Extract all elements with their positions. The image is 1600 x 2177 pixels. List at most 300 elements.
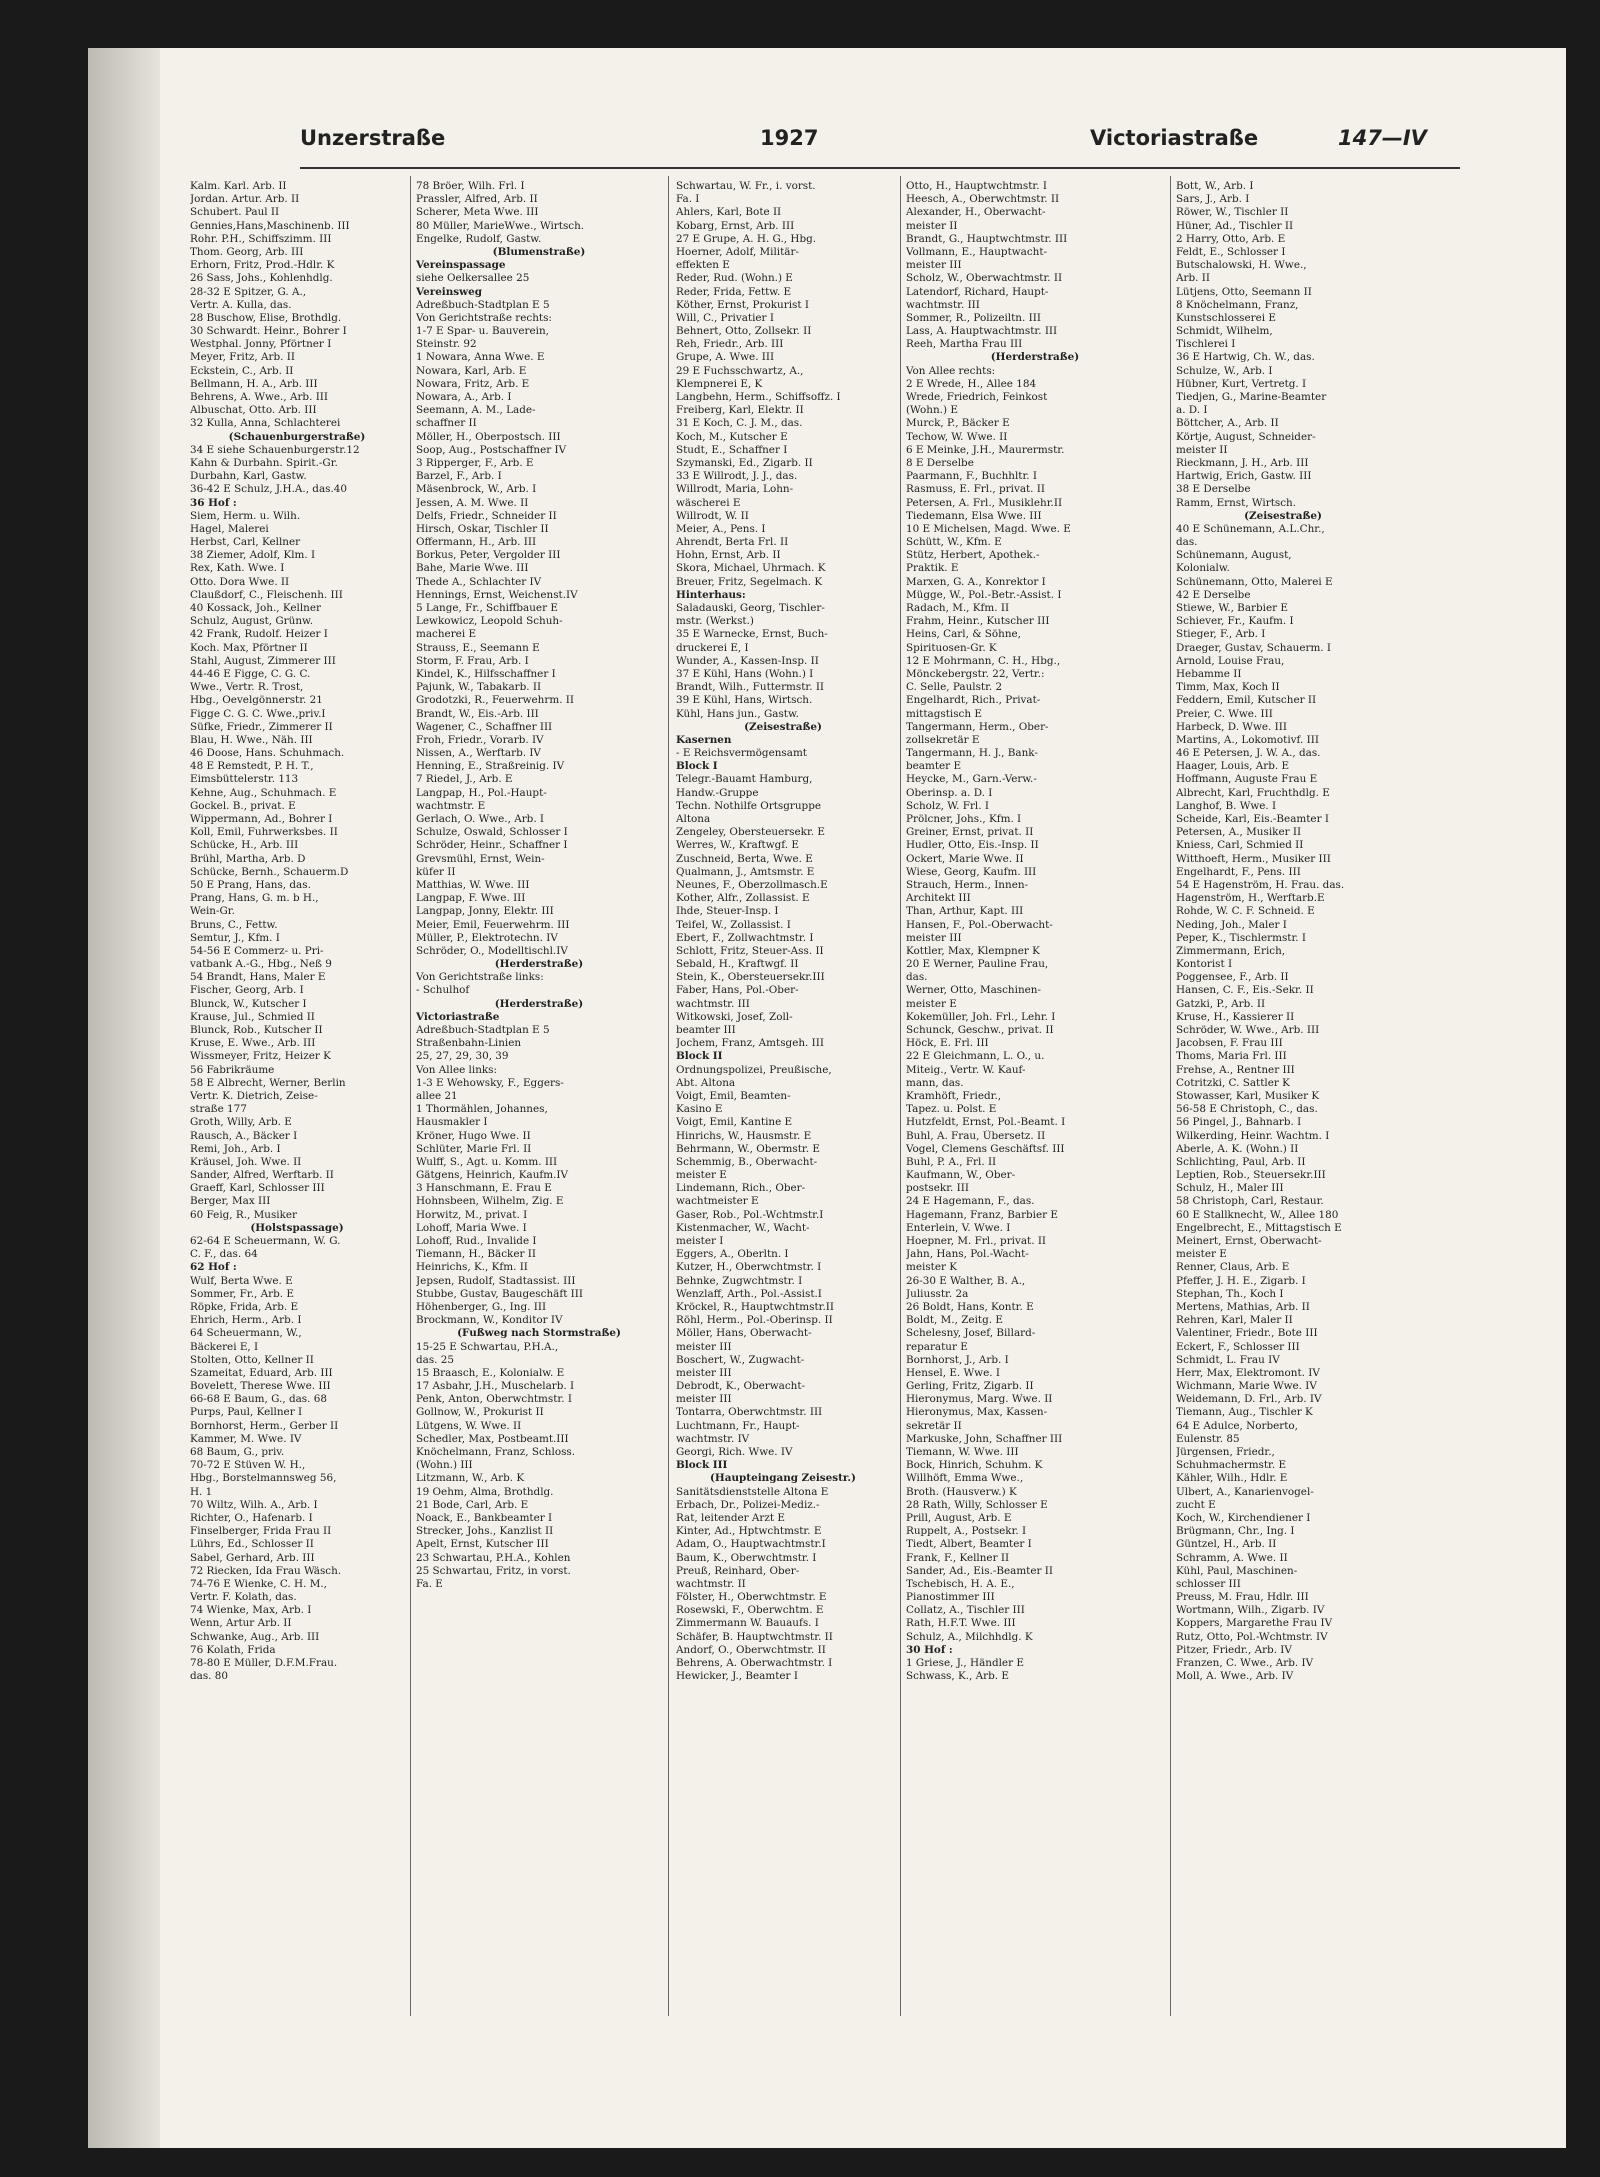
directory-entry: Lohoff, Rud., Invalide I: [416, 1235, 537, 1247]
directory-entry: Prill, August, Arb. E: [906, 1511, 1012, 1524]
directory-entry: Lührs, Ed., Schlosser II: [190, 1538, 314, 1551]
directory-entry: Stowasser, Karl, Musiker K: [1176, 1089, 1320, 1102]
directory-entry: Behrens, A. Oberwachtmstr. I: [676, 1657, 833, 1669]
directory-entry: Witkowski, Josef, Zoll-: [676, 1010, 793, 1023]
directory-entry: (Holstspassage): [250, 1221, 344, 1234]
directory-entry: Ulbert, A., Kanarienvogel-: [1176, 1485, 1314, 1498]
directory-entry: 54 E Hagenström, H. Frau. das.: [1176, 878, 1345, 891]
directory-entry: Koch, W., Kirchendiener I: [1176, 1511, 1311, 1524]
directory-entry: Neunes, F., Oberzollmasch.E: [676, 878, 828, 891]
directory-entry: Praktik. E: [906, 562, 959, 575]
directory-entry: Telegr.-Bauamt Hamburg,: [676, 773, 813, 786]
directory-entry: Bornhorst, J., Arb. I: [906, 1353, 1009, 1366]
directory-entry: Wrede, Friedrich, Feinkost: [906, 391, 1048, 403]
directory-entry: allee 21: [416, 1089, 458, 1102]
directory-entry: Stolten, Otto, Kellner II: [190, 1353, 314, 1366]
directory-entry: mann, das.: [906, 1076, 964, 1089]
directory-entry: Architekt III: [906, 892, 971, 905]
directory-entry: Frahm, Heinr., Kutscher III: [906, 615, 1050, 628]
directory-entry: 58 E Albrecht, Werner, Berlin: [190, 1076, 346, 1089]
directory-entry: Koll, Emil, Fuhrwerksbes. II: [190, 826, 338, 839]
directory-entry: Juliusstr. 2a: [906, 1287, 969, 1300]
directory-entry: mittagstisch E: [906, 707, 982, 720]
directory-entry: Ordnungspolizei, Preußische,: [676, 1063, 832, 1076]
directory-entry: (Zeisestraße): [1244, 509, 1322, 522]
directory-entry: 26 Sass, Johs., Kohlenhdlg.: [190, 272, 333, 285]
directory-entry: Durbahn, Karl, Gastw.: [190, 470, 307, 483]
directory-entry: Haager, Louis, Arb. E: [1176, 760, 1290, 773]
directory-entry: Nowara, Fritz, Arb. E: [416, 377, 530, 390]
directory-entry: Kähler, Wilh., Hdlr. E: [1176, 1472, 1288, 1485]
directory-entry: Grevsmühl, Ernst, Wein-: [416, 852, 545, 865]
directory-entry: Stiewe, W., Barbier E: [1176, 602, 1288, 614]
directory-entry: Schemmig, B., Oberwacht-: [676, 1155, 818, 1168]
directory-entry: 56-58 E Christoph, C., das.: [1176, 1103, 1318, 1116]
directory-entry: Abt. Altona: [676, 1076, 736, 1089]
directory-entry: 38 E Derselbe: [1176, 483, 1251, 496]
directory-entry: zucht E: [1176, 1498, 1216, 1511]
directory-entry: Andorf, O., Oberwchtmstr. II: [676, 1643, 826, 1656]
directory-entry: Schramm, A. Wwe. II: [1176, 1551, 1288, 1564]
directory-entry: Prassler, Alfred, Arb. II: [416, 193, 538, 206]
directory-entry: meister E: [906, 997, 957, 1010]
directory-entry: Witthoeft, Herm., Musiker III: [1176, 852, 1331, 865]
directory-entry: Bäckerei E, I: [190, 1340, 259, 1353]
directory-entry: Wunder, A., Kassen-Insp. II: [676, 654, 819, 667]
directory-entry: 28-32 E Spitzer, G. A.,: [190, 285, 307, 298]
directory-entry: Bornhorst, Herm., Gerber II: [190, 1419, 339, 1432]
directory-entry: meister II: [906, 219, 958, 232]
directory-entry: Brühl, Martha, Arb. D: [190, 852, 306, 865]
directory-entry: Groth, Willy, Arb. E: [190, 1116, 292, 1129]
directory-entry: Richter, O., Hafenarb. I: [190, 1511, 313, 1524]
directory-entry: Kasino E: [676, 1103, 723, 1116]
directory-entry: Engelbrecht, E., Mittagstisch E: [1176, 1221, 1342, 1234]
directory-entry: 54 Brandt, Hans, Maler E: [190, 971, 326, 984]
directory-entry: Westphal. Jonny, Pförtner I: [190, 338, 332, 351]
directory-entry: Schulze, W., Arb. I: [1176, 364, 1273, 377]
directory-entry: siehe Oelkersallee 25: [416, 272, 530, 285]
directory-entry: Hbg., Borstelmannsweg 56,: [190, 1472, 337, 1485]
directory-entry: Albuschat, Otto. Arb. III: [190, 404, 317, 417]
directory-entry: Ihde, Steuer-Insp. I: [676, 905, 779, 918]
directory-entry: Aberle, A. K. (Wohn.) II: [1176, 1142, 1299, 1155]
directory-entry: Schulz, H., Maler III: [1176, 1182, 1284, 1195]
directory-entry: Willrodt, Maria, Lohn-: [676, 483, 794, 496]
directory-entry: Teifel, W., Zollassist. I: [676, 918, 791, 931]
directory-entry: reparatur E: [906, 1340, 968, 1353]
directory-entry: wachtmstr. IV: [676, 1432, 750, 1445]
directory-entry: - Schulhof: [416, 984, 470, 997]
directory-entry: Henning, E., Straßreinig. IV: [416, 760, 565, 773]
directory-entry: Sebald, H., Kraftwgf. II: [676, 958, 799, 971]
directory-entry: Stephan, Th., Koch I: [1176, 1287, 1284, 1300]
directory-entry: 21 Bode, Carl, Arb. E: [416, 1498, 529, 1511]
directory-entry: Wwe., Vertr. R. Trost,: [190, 681, 304, 694]
directory-entry: Tiedt, Albert, Beamter I: [906, 1538, 1032, 1551]
directory-entry: 78-80 E Müller, D.F.M.Frau.: [190, 1657, 338, 1669]
directory-entry: Blunck, Rob., Kutscher II: [190, 1024, 323, 1036]
directory-entry: (Herderstraße): [990, 351, 1080, 364]
directory-entry: Broth. (Hausverw.) K: [906, 1485, 1017, 1498]
directory-entry: Eckstein, C., Arb. II: [190, 364, 294, 377]
directory-entry: mstr. (Werkst.): [676, 615, 754, 628]
directory-entry: beamter E: [906, 760, 962, 773]
directory-entry: Kühl, Hans jun., Gastw.: [676, 707, 799, 720]
directory-entry: Rosewski, F., Oberwchtm. E: [676, 1604, 824, 1617]
directory-entry: Kröner, Hugo Wwe. II: [416, 1129, 531, 1142]
directory-entry: Purps, Paul, Kellner I: [190, 1406, 303, 1419]
directory-entry: Heesch, A., Oberwchtmstr. II: [906, 193, 1060, 206]
directory-entry: Froh, Friedr., Vorarb. IV: [416, 733, 544, 746]
directory-entry: 3 Hanschmann, E. Frau E: [416, 1182, 552, 1195]
directory-entry: 78 Bröer, Wilh. Frl. I: [416, 180, 525, 192]
directory-entry: Sommer, Fr., Arb. E: [190, 1287, 294, 1300]
directory-entry: Behrmann, W., Obermstr. E: [676, 1142, 820, 1155]
directory-entry: Meier, A., Pens. I: [676, 522, 766, 535]
directory-entry: (Blumenstraße): [492, 245, 586, 258]
directory-entry: Schedler, Max, Postbeamt.III: [416, 1432, 569, 1445]
directory-entry: Szameitat, Eduard, Arb. III: [190, 1366, 333, 1379]
directory-entry: 8 E Derselbe: [906, 456, 974, 469]
directory-entry: Strecker, Johs., Kanzlist II: [416, 1525, 554, 1538]
directory-entry: Bock, Hinrich, Schuhm. K: [906, 1459, 1043, 1472]
directory-entry: Qualmann, J., Amtsmstr. E: [676, 865, 815, 878]
column-divider: [410, 176, 411, 2016]
directory-entry: Enterlein, V. Wwe. I: [906, 1221, 1011, 1234]
directory-entry: Rausch, A., Bäcker I: [190, 1129, 298, 1142]
directory-entry: meister II: [1176, 443, 1228, 456]
directory-entry: Pfeffer, J. H. E., Zigarb. I: [1176, 1274, 1306, 1287]
directory-entry: Hoffmann, Auguste Frau E: [1176, 773, 1318, 786]
directory-entry: Tontarra, Oberwchtmstr. III: [676, 1406, 823, 1419]
directory-entry: 36 Hof :: [190, 496, 237, 509]
directory-entry: Wenn, Artur Arb. II: [190, 1617, 292, 1630]
column-4: [906, 180, 1164, 2020]
directory-entry: Neding, Joh., Maler I: [1176, 918, 1287, 931]
directory-entry: Preuss, M. Frau, Hdlr. III: [1176, 1591, 1309, 1604]
directory-entry: Jessen, A. M. Wwe. II: [416, 496, 529, 509]
directory-entry: (Schauenburgerstraße): [228, 430, 366, 443]
directory-entry: schlosser III: [1176, 1577, 1241, 1590]
directory-entry: 15-25 E Schwartau, P.H.A.,: [416, 1340, 559, 1353]
directory-entry: Schlott, Fritz, Steuer-Ass. II: [676, 944, 824, 957]
directory-entry: 58 Christoph, Carl, Restaur.: [1176, 1195, 1324, 1208]
directory-entry: Hagel, Malerei: [190, 522, 269, 535]
directory-entry: Kalm. Karl. Arb. II: [190, 180, 287, 192]
directory-entry: Klempnerei E, K: [676, 377, 763, 390]
directory-entry: Bott, W., Arb. I: [1176, 180, 1254, 192]
directory-entry: Tiemann, Aug., Tischler K: [1176, 1406, 1313, 1419]
directory-entry: Oberinsp. a. D. I: [906, 786, 993, 799]
directory-entry: 28 Rath, Willy, Schlosser E: [906, 1498, 1048, 1511]
directory-entry: 25 Schwartau, Fritz, in vorst.: [416, 1564, 571, 1577]
directory-entry: Meyer, Fritz, Arb. II: [190, 351, 295, 364]
directory-entry: Wissmeyer, Fritz, Heizer K: [190, 1050, 331, 1063]
directory-entry: Franzen, C. Wwe., Arb. IV: [1176, 1657, 1314, 1669]
directory-entry: 60 E Stallknecht, W., Allee 180: [1176, 1208, 1339, 1221]
directory-entry: Remi, Joh., Arb. I: [190, 1142, 281, 1155]
directory-entry: - E Reichsvermögensamt: [676, 747, 807, 760]
directory-entry: 1 Griese, J., Händler E: [906, 1657, 1024, 1669]
directory-entry: Vertr. A. Kulla, das.: [190, 298, 292, 311]
directory-entry: das.: [906, 971, 928, 984]
directory-entry: Sander, Ad., Eis.-Beamter II: [906, 1564, 1053, 1577]
directory-entry: Behnert, Otto, Zollsekr. II: [676, 325, 812, 338]
directory-entry: 12 E Mohrmann, C. H., Hbg.,: [906, 654, 1061, 667]
directory-entry: Brandt, Wilh., Futtermstr. II: [676, 681, 825, 694]
directory-entry: küfer II: [416, 865, 456, 878]
directory-entry: Baum, K., Oberwchtmstr. I: [676, 1551, 817, 1564]
directory-entry: Meinert, Ernst, Oberwacht-: [1176, 1235, 1322, 1247]
directory-entry: Tiemann, H., Bäcker II: [416, 1248, 536, 1261]
directory-entry: Hohnsbeen, Wilhelm, Zig. E: [416, 1195, 564, 1208]
directory-entry: Otto. Dora Wwe. II: [190, 575, 290, 588]
directory-entry: Lütgens, W. Wwe. II: [416, 1419, 522, 1432]
directory-entry: C. Selle, Paulstr. 2: [906, 681, 1003, 694]
directory-entry: Boldt, M., Zeitg. E: [906, 1314, 1003, 1327]
directory-entry: Studt, E., Schaffner I: [676, 443, 788, 456]
directory-entry: 7 Riedel, J., Arb. E: [416, 773, 513, 786]
directory-entry: Scheide, Karl, Eis.-Beamter I: [1176, 813, 1329, 825]
directory-entry: 62-64 E Scheuermann, W. G.: [190, 1235, 341, 1247]
directory-entry: Kammer, M. Wwe. IV: [190, 1432, 302, 1445]
directory-entry: Timm, Max, Koch II: [1176, 681, 1280, 694]
directory-entry: Preuß, Reinhard, Ober-: [676, 1564, 800, 1577]
directory-entry: Kramhöft, Friedr.,: [906, 1089, 1002, 1102]
directory-entry: Reder, Rud. (Wohn.) E: [676, 272, 793, 285]
directory-entry: Hinrichs, W., Hausmstr. E: [676, 1129, 812, 1142]
directory-entry: 10 E Michelsen, Magd. Wwe. E: [906, 522, 1071, 535]
directory-entry: 2 Harry, Otto, Arb. E: [1176, 232, 1286, 245]
directory-entry: Buhl, P. A., Frl. II: [906, 1155, 997, 1168]
directory-entry: (Wohn.) E: [906, 404, 958, 417]
directory-entry: effekten E: [676, 259, 730, 272]
directory-entry: Harbeck, D. Wwe. III: [1176, 720, 1287, 733]
directory-entry: Draeger, Gustav, Schauerm. I: [1176, 641, 1332, 654]
directory-entry: Otto, H., Hauptwchtmstr. I: [906, 180, 1047, 192]
directory-entry: Von Gerichtstraße links:: [416, 971, 544, 984]
directory-entry: Schuhmachermstr. E: [1176, 1459, 1287, 1472]
directory-entry: Debrodt, K., Oberwacht-: [676, 1380, 806, 1393]
directory-entry: Röwer, W., Tischler II: [1176, 206, 1289, 219]
directory-entry: Kutzer, H., Oberwchtmstr. I: [676, 1261, 822, 1274]
directory-entry: Schmidt, Wilhelm,: [1176, 325, 1273, 338]
directory-entry: 30 Hof :: [906, 1643, 953, 1656]
directory-entry: (Haupteingang Zeisestr.): [710, 1472, 856, 1485]
directory-entry: Schwass, K., Arb. E: [906, 1670, 1009, 1683]
directory-entry: Matthias, W. Wwe. III: [416, 878, 530, 891]
directory-entry: Pianostimmer III: [906, 1591, 995, 1604]
directory-entry: Thom. Georg, Arb. III: [190, 245, 304, 258]
directory-entry: a. D. I: [1176, 404, 1208, 417]
directory-entry: Werres, W., Kraftwgf. E: [676, 839, 799, 852]
directory-entry: meister E: [676, 1169, 727, 1182]
directory-entry: Sanitätsdienststelle Altona E: [676, 1485, 829, 1498]
directory-entry: C. F., das. 64: [190, 1248, 258, 1261]
directory-entry: wachtmstr. II: [676, 1577, 746, 1590]
directory-entry: Bellmann, H. A., Arb. III: [190, 377, 318, 390]
directory-entry: Kokemüller, Joh. Frl., Lehr. I: [906, 1010, 1056, 1023]
directory-entry: Langbehn, Herm., Schiffsoffz. I: [676, 391, 841, 403]
directory-entry: (Wohn.) III: [416, 1459, 473, 1472]
directory-entry: Vereinspassage: [416, 259, 506, 272]
directory-entry: wachtmstr. III: [676, 997, 750, 1010]
directory-entry: Hensel, E. Wwe. I: [906, 1366, 1000, 1379]
directory-entry: 46 Doose, Hans. Schuhmach.: [190, 747, 345, 760]
directory-entry: Barzel, F., Arb. I: [416, 470, 502, 483]
directory-entry: Fa. E: [416, 1577, 443, 1590]
directory-entry: Moll, A. Wwe., Arb. IV: [1176, 1670, 1294, 1683]
directory-entry: Voigt, Emil, Kantine E: [676, 1116, 793, 1129]
directory-entry: Tiedemann, Elsa Wwe. III: [906, 509, 1042, 522]
directory-entry: das. 80: [190, 1670, 229, 1683]
header-rule: [300, 167, 1460, 169]
directory-entry: Fa. I: [676, 193, 700, 206]
directory-entry: 8 Knöchelmann, Franz,: [1176, 298, 1299, 311]
directory-entry: Hewicker, J., Beamter I: [676, 1670, 798, 1683]
directory-entry: 36 E Hartwig, Ch. W., das.: [1176, 351, 1315, 364]
directory-entry: Tangermann, Herm., Ober-: [906, 720, 1049, 733]
column-divider: [900, 176, 901, 2016]
directory-entry: Wulf, Berta Wwe. E: [190, 1274, 293, 1287]
directory-entry: Stütz, Herbert, Apothek.-: [906, 549, 1040, 562]
directory-entry: 34 E siehe Schauenburgerstr.12: [190, 443, 360, 456]
directory-entry: Leptien, Rob., Steuersekr.III: [1176, 1169, 1326, 1182]
directory-entry: Sars, J., Arb. I: [1176, 193, 1250, 206]
directory-entry: Penk, Anton, Oberwchtmstr. I: [416, 1393, 572, 1406]
directory-entry: Borkus, Peter, Vergolder III: [416, 549, 561, 562]
directory-entry: Gätgens, Heinrich, Kaufm.IV: [416, 1169, 568, 1182]
directory-entry: Marxen, G. A., Konrektor I: [906, 575, 1046, 588]
directory-entry: Saladauski, Georg, Tischler-: [676, 602, 825, 614]
directory-entry: Block III: [676, 1459, 728, 1472]
directory-entry: Prölcner, Johs., Kfm. I: [906, 813, 1022, 825]
directory-entry: Kühl, Paul, Maschinen-: [1176, 1564, 1298, 1577]
directory-entry: Berger, Max III: [190, 1195, 271, 1208]
directory-entry: Adam, O., Hauptwachtmstr.I: [676, 1538, 826, 1551]
directory-entry: Wiese, Georg, Kaufm. III: [906, 865, 1037, 878]
directory-entry: Stahl, August, Zimmerer III: [190, 654, 336, 667]
directory-entry: Bruns, C., Fettw.: [190, 918, 278, 931]
directory-entry: Techow, W. Wwe. II: [906, 430, 1008, 443]
header-left-street: Unzerstraße: [300, 126, 446, 150]
directory-entry: 54-56 E Commerz- u. Pri-: [190, 944, 324, 957]
column-divider: [668, 176, 669, 2016]
directory-entry: Figge C. G. C. Wwe.,priv.I: [190, 707, 326, 720]
directory-entry: Horwitz, M., privat. I: [416, 1208, 528, 1221]
directory-entry: Schröder, W. Wwe., Arb. III: [1176, 1024, 1320, 1036]
directory-entry: Erbach, Dr., Polizei-Mediz.-: [676, 1498, 820, 1511]
directory-entry: wachtmstr. E: [416, 799, 486, 812]
directory-entry: Hagenström, H., Werftarb.E: [1176, 892, 1325, 905]
directory-entry: Breuer, Fritz, Segelmach. K: [676, 575, 823, 588]
directory-entry: meister III: [676, 1393, 732, 1406]
directory-entry: Hoerner, Adolf, Militär-: [676, 245, 799, 258]
directory-entry: 48 E Remstedt, P. H. T.,: [190, 760, 314, 773]
directory-entry: Schünemann, Otto, Malerei E: [1176, 575, 1333, 588]
directory-entry: Radach, M., Kfm. II: [906, 602, 1010, 614]
directory-entry: Vereinsweg: [416, 285, 482, 298]
directory-entry: Langpap, H., Pol.-Haupt-: [416, 786, 547, 799]
directory-entry: Eulenstr. 85: [1176, 1432, 1240, 1445]
directory-entry: Than, Arthur, Kapt. III: [906, 905, 1024, 918]
directory-entry: Faber, Hans, Pol.-Ober-: [676, 984, 799, 997]
directory-entry: Petersen, A., Musiker II: [1176, 826, 1302, 839]
directory-entry: Güntzel, H., Arb. II: [1176, 1538, 1277, 1551]
directory-entry: Skora, Michael, Uhrmach. K: [676, 562, 826, 575]
directory-entry: Luchtmann, Fr., Haupt-: [676, 1419, 800, 1432]
directory-entry: Frehse, A., Rentner III: [1176, 1063, 1295, 1076]
directory-entry: vatbank A.-G., Hbg., Neß 9: [190, 958, 332, 971]
directory-entry: Hudler, Otto, Eis.-Insp. II: [906, 839, 1039, 852]
directory-entry: Victoriastraße: [416, 1010, 500, 1023]
directory-entry: Wenzlaff, Arth., Pol.-Assist.I: [676, 1287, 822, 1300]
directory-entry: Jacobsen, F. Frau III: [1176, 1037, 1283, 1050]
directory-entry: Hutzfeldt, Ernst, Pol.-Beamt. I: [906, 1116, 1066, 1129]
directory-entry: Knöchelmann, Franz, Schloss.: [416, 1446, 576, 1458]
directory-entry: Weidemann, D. Frl., Arb. IV: [1176, 1393, 1322, 1406]
directory-entry: Bovelett, Therese Wwe. III: [190, 1380, 331, 1393]
directory-entry: meister III: [906, 259, 962, 272]
directory-entry: (Fußweg nach Stormstraße): [457, 1327, 621, 1340]
directory-entry: 1 Thormählen, Johannes,: [416, 1103, 548, 1116]
directory-entry: Ruppelt, A., Postsekr. I: [906, 1525, 1027, 1538]
directory-entry: Apelt, Ernst, Kutscher III: [416, 1538, 549, 1551]
directory-entry: Buhl, A. Frau, Übersetz. II: [906, 1129, 1046, 1142]
directory-entry: 46 E Petersen, J. W. A., das.: [1176, 747, 1321, 760]
directory-entry: zollsekretär E: [906, 733, 980, 746]
directory-entry: Kniess, Carl, Schmied II: [1176, 839, 1304, 852]
directory-entry: Schröder, O., Modelltischl.IV: [416, 944, 568, 957]
directory-entry: Heinrichs, K., Kfm. II: [416, 1261, 528, 1274]
directory-entry: 74-76 E Wienke, C. H. M.,: [190, 1577, 327, 1590]
directory-entry: Storm, F. Frau, Arb. I: [416, 654, 529, 667]
directory-entry: Köther, Ernst, Prokurist I: [676, 298, 809, 311]
directory-entry: Feldt, E., Schlosser I: [1176, 245, 1286, 258]
directory-entry: Rohde, W. C. F. Schneid. E: [1176, 905, 1315, 918]
header-right-street: Victoriastraße: [1090, 126, 1259, 150]
directory-entry: 32 Kulla, Anna, Schlachterei: [190, 417, 341, 430]
directory-entry: 72 Riecken, Ida Frau Wäsch.: [190, 1564, 342, 1577]
directory-entry: 15 Braasch, E., Kolonialw. E: [416, 1366, 565, 1379]
directory-entry: Prang, Hans, G. m. b H.,: [190, 892, 319, 905]
directory-entry: Murck, P., Bäcker E: [906, 417, 1010, 430]
directory-entry: Von Gerichtstraße rechts:: [416, 311, 552, 324]
directory-entry: Straßenbahn-Linien: [416, 1037, 522, 1050]
directory-entry: Grodotzki, R., Feuerwehrm. II: [416, 694, 575, 707]
directory-entry: Nissen, A., Werftarb. IV: [416, 747, 541, 760]
directory-entry: Kehne, Aug., Schuhmach. E: [190, 786, 337, 799]
directory-entry: 1 Nowara, Anna Wwe. E: [416, 351, 545, 364]
directory-entry: 20 E Werner, Pauline Frau,: [906, 958, 1049, 971]
directory-entry: Behrens, A. Wwe., Arb. III: [190, 391, 329, 403]
directory-entry: Feddern, Emil, Kutscher II: [1176, 694, 1317, 707]
directory-entry: Schücke, Bernh., Schauerm.D: [190, 865, 349, 878]
column-3: [676, 180, 890, 2020]
directory-entry: Wippermann, Ad., Bohrer I: [190, 813, 333, 825]
directory-entry: 80 Müller, MarieWwe., Wirtsch.: [416, 219, 585, 232]
directory-entry: Peper, K., Tischlermstr. I: [1176, 931, 1307, 944]
directory-entry: Krause, Jul., Schmied II: [190, 1010, 315, 1023]
directory-entry: 44-46 E Figge, C. G. C.: [190, 667, 311, 680]
directory-entry: Hartwig, Erich, Gastw. III: [1176, 470, 1312, 483]
directory-entry: meister E: [1176, 1248, 1227, 1261]
directory-entry: Willhöft, Emma Wwe.,: [906, 1472, 1024, 1485]
directory-entry: Hieronymus, Max, Kassen-: [906, 1406, 1048, 1419]
directory-entry: Offermann, H., Arb. III: [416, 536, 537, 549]
directory-entry: Schütt, W., Kfm. E: [906, 536, 1002, 549]
